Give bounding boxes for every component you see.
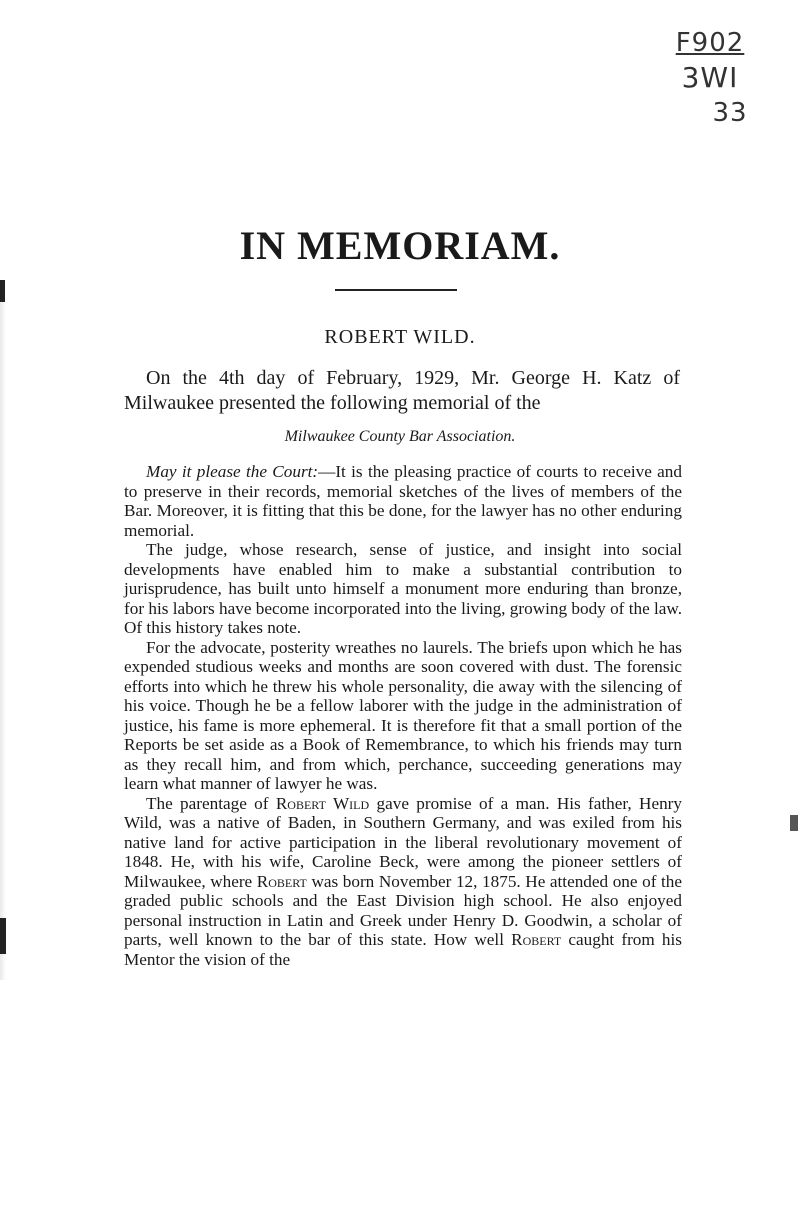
paragraph-text: The parentage of (146, 793, 276, 813)
handnote-line-1: F902 (675, 28, 745, 58)
salutation: May it please the Court: (146, 462, 319, 481)
handnote-line-2: 3WI (681, 61, 739, 94)
paragraph-text: gave promise of a man. His father, Henry Wild, was a native of Baden, in Southern Germany, and was exiled from his native land for active participation in the liberal revolutionary movement of 1848. He, with his wife, Caroline Beck, were among the pioneer settlers of Milwaukee, where (124, 793, 682, 891)
handnote-line-3: 33 (712, 98, 748, 128)
paragraph: For the advocate, posterity wreathes no laurels. The briefs upon which he has expended studious weeks and months are soon covered with dust. The forensic efforts into which he threw his whole personality, die away with the silencing of his voice. Though he be a fellow laborer with the judge in the administration of justice, his fame is more ephemeral. It is therefore fit that a small portion of the Reports be set aside as a Book of Remembrance, to which his friends may turn as they recall him, and from which, perchance, succeeding generations may learn what manner of lawyer he was. (124, 637, 682, 793)
handwritten-annotation (660, 30, 760, 134)
title-divider (335, 289, 457, 291)
memorial-body (124, 462, 682, 969)
intro-paragraph: On the 4th day of February, 1929, Mr. George H. Katz of Milwaukee presented the following memorial of the (124, 367, 680, 414)
name-small-caps: Robert (256, 871, 307, 891)
paragraph-text: caught from his Mentor the vision of the (124, 930, 682, 969)
scan-edge-mark (0, 918, 6, 954)
memorial-subject: ROBERT WILD. (324, 326, 476, 348)
association-name: Milwaukee County Bar Association. (284, 428, 516, 445)
scan-edge-mark (790, 815, 798, 831)
paragraph (124, 462, 682, 540)
scan-edge-mark (0, 280, 5, 302)
paragraph-text: —It is the pleasing practice of courts to receive and to preserve in their records, memorial sketches of the lives of members of the Bar. Moreover, it is fitting that this be done, for the lawyer has no other enduring memorial. (124, 462, 682, 540)
paragraph (124, 794, 682, 970)
scan-edge-shadow (0, 280, 6, 980)
paragraph: The judge, whose research, sense of justice, and insight into social developments have enabled him to make a substantial contribution to jurisprudence, has built unto himself a monument more enduring than bronze, for his labors have become incorporated into the living, growing body of the law. Of this history takes note. (124, 540, 682, 637)
name-small-caps: Robert Wild (275, 793, 370, 813)
paragraph-text: was born November 12, 1875. He attended one of the graded public schools and the East Division high school. He also enjoyed personal instruction in Latin and Greek under Henry D. Goodwin, a scholar of parts, well known to the bar of this state. How well (124, 871, 683, 949)
name-small-caps: Robert (511, 930, 562, 949)
page-title: IN MEMORIAM. (239, 223, 561, 268)
